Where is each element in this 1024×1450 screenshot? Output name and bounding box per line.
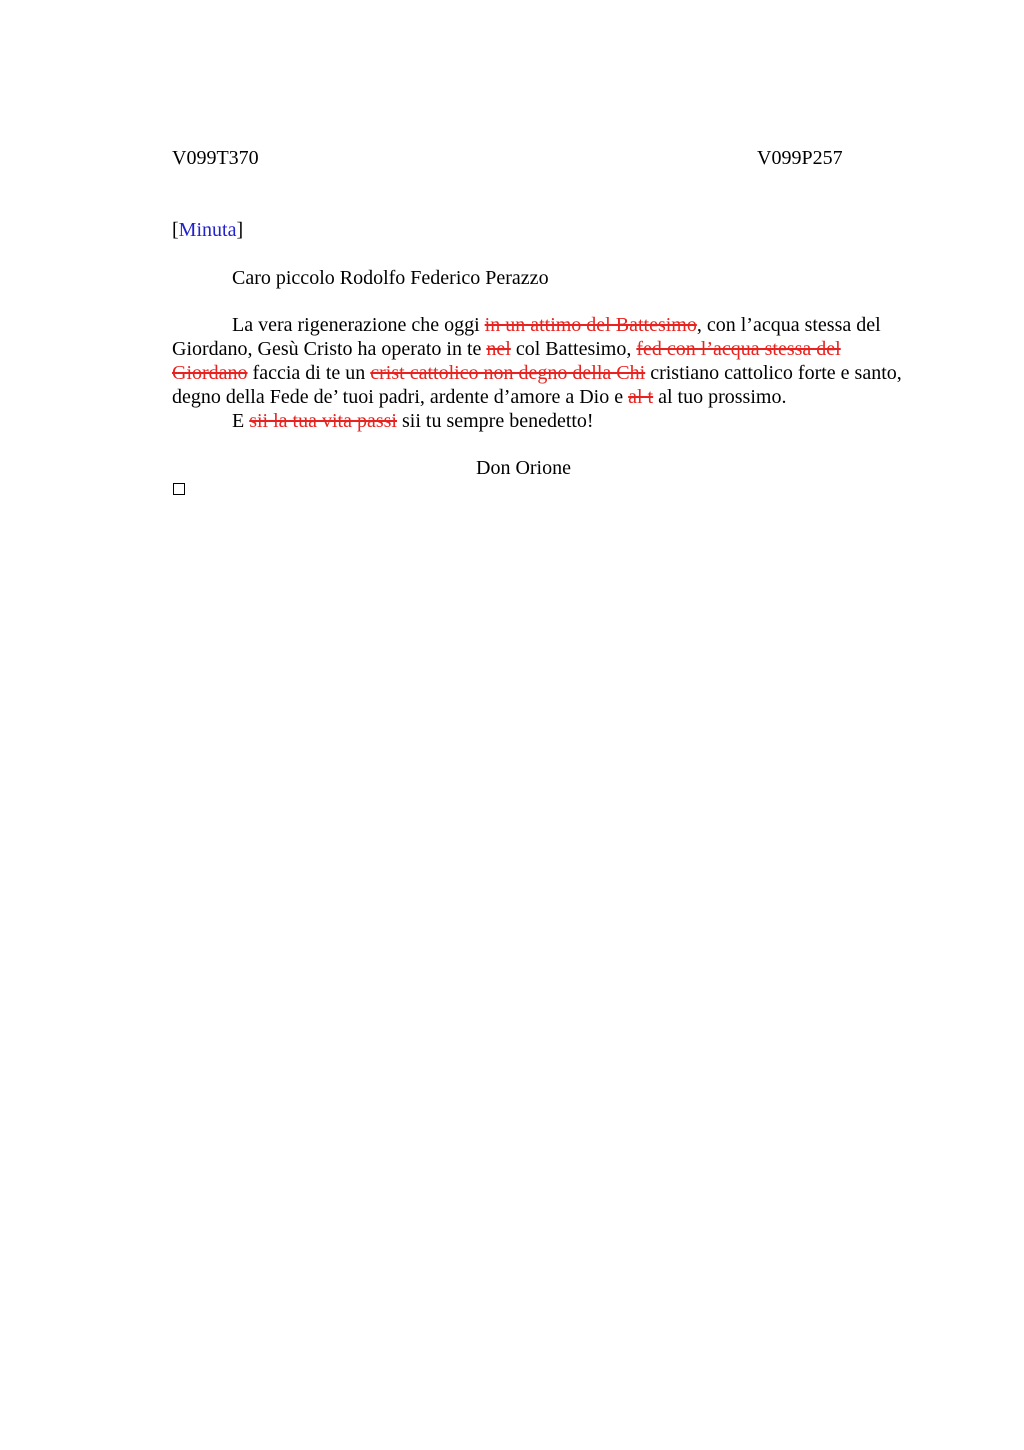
body-line-5 [172,409,932,433]
minuta-close-bracket: ] [236,219,244,241]
text-segment: sii tu sempre benedetto! [396,410,594,432]
text-segment: La vera rigenerazione che oggi [232,314,485,336]
text-segment: col Battesimo, [510,338,637,360]
deleted-text: in un attimo del Battesimo [484,314,697,336]
body-line-4 [172,385,932,409]
letter-salutation: Caro piccolo Rodolfo Federico Perazzo [232,267,549,289]
minuta-label: Minuta [178,219,237,241]
text-segment: cristiano cattolico forte e santo, [645,362,902,384]
text-segment: al tuo prossimo. [653,386,787,408]
text-segment: Giordano, Gesù Cristo ha operato in te [172,338,487,360]
body-line-2 [172,337,932,361]
deleted-text: al t [628,386,654,408]
letter-signature: Don Orione [476,457,571,479]
minuta-open-bracket: [ [172,219,179,241]
body-line-3 [172,361,932,385]
letter-body [172,313,932,433]
deleted-text: fed con l’acqua stessa del [636,338,841,360]
end-of-document-square-icon [173,483,185,495]
volume-text-code: V099T370 [172,147,259,169]
deleted-text: crist cattolico non degno della Chi [370,362,646,384]
volume-page-code: V099P257 [757,147,843,169]
deleted-text: nel [486,338,511,360]
deleted-text: sii la tua vita passi [249,410,397,432]
text-segment: faccia di te un [247,362,371,384]
text-segment: degno della Fede de’ tuoi padri, ardente d’amore a Dio e [172,386,629,408]
text-segment: E [232,410,250,432]
text-segment: , con l’acqua stessa del [696,314,881,336]
deleted-text: Giordano [172,362,248,384]
body-line-1 [172,313,932,337]
minuta-heading [172,218,243,242]
